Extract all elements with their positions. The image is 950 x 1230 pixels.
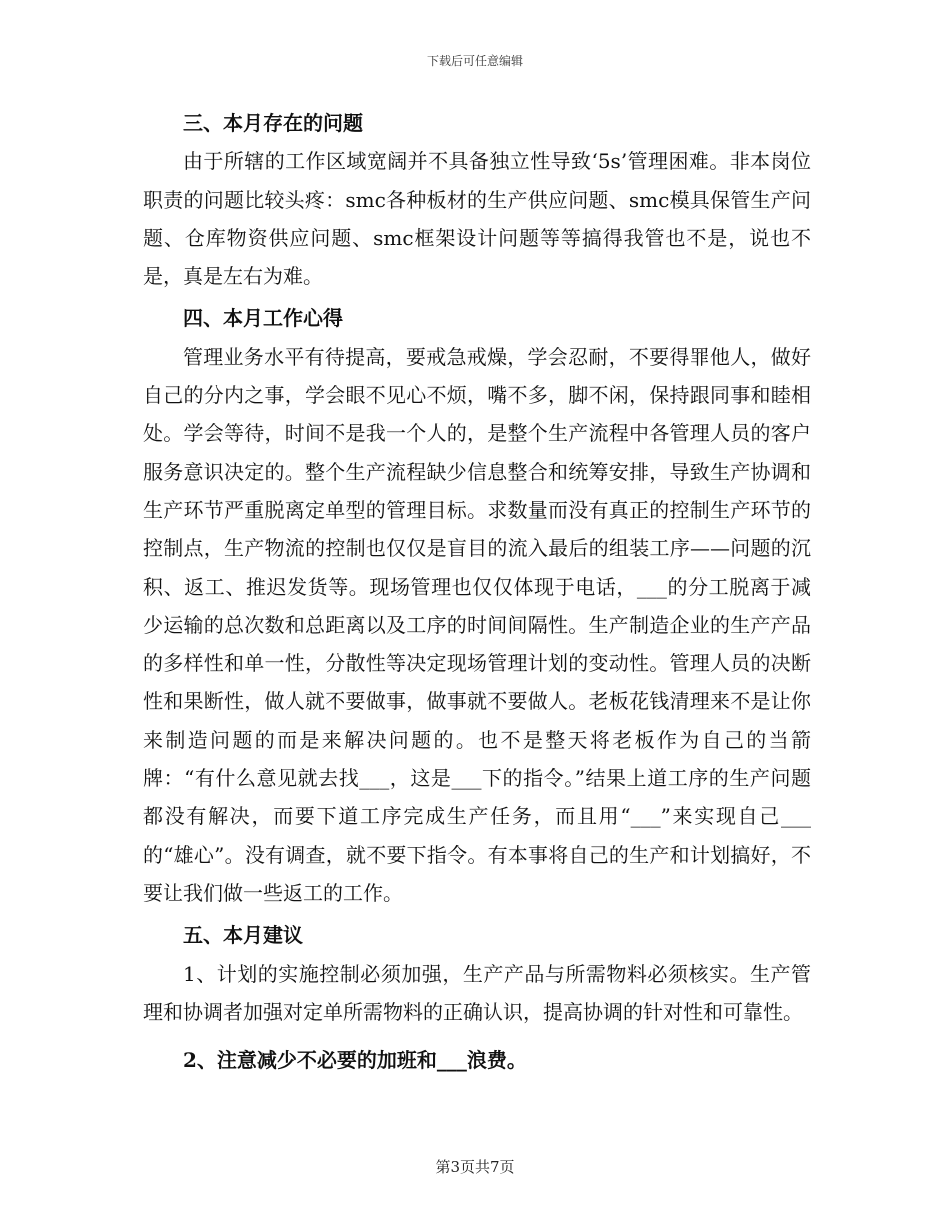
document-body xyxy=(143,104,811,1079)
section-heading: 三、本月存在的问题 xyxy=(183,111,363,135)
body-paragraph: 1、计划的实施控制必须加强，生产产品与所需物料必须核实。生产管理和协调者加强对定单所需物料的正确认识，提高协调的针对性和可靠性。 xyxy=(143,961,811,1024)
section-heading: 四、本月工作心得 xyxy=(183,306,343,331)
body-paragraph: 管理业务水平有待提高，要戒急戒燥，学会忍耐，不要得罪他人，做好自己的分内之事，学会眼不见心不烦，嘴不多，脚不闲，保持跟同事和睦相处。学会等待，时间不是我一个人的，是整个生产流程中各管理人员的客户服务意识决定的。整个生产流程缺少信息整合和统筹安排，导致生产协调和生产环节严重脱离定单型的管理目标。求数量而没有真正的控制生产环节的控制点，生产物流的控制也仅仅是盲目的流入最后的组装工序——问题的沉积、返工、推迟发货等。现场管理也仅仅体现于电话，___的分工脱离于减少运输的总次数和总距离以及工序的时间间隔性。生产制造企业的生产产品的多样性和单一性，分散性等决定现场管理计划的变动性。管理人员的决断性和果断性，做人就不要做事，做事就不要做人。老板花钱清理来不是让你来制造问题的而是来解决问题的。也不是整天将老板作为自己的当箭牌：“有什么意见就去找___，这是___下的指令。”结果上道工序的生产问题都没有解决，而要下道工序完成生产任务，而且用“___”来实现自己___的“雄心”。没有调查，就不要下指令。有本事将自己的生产和计划搞好，不要让我们做一些返工的工作。 xyxy=(143,344,811,905)
body-paragraph: 由于所辖的工作区域宽阔并不具备独立性导致‘5s’管理困难。非本岗位职责的问题比较头疼：smc各种板材的生产供应问题、smc模具保管生产问题、仓库物资供应问题、smc框架设计问题等等搞得我管也不是，说也不是，真是左右为难。 xyxy=(143,149,811,289)
page-header: 下载后可任意编辑 xyxy=(426,54,523,68)
page-number: 第3页共7页 xyxy=(435,1158,515,1176)
bold-list-item: 2、注意减少不必要的加班和___浪费。 xyxy=(183,1048,527,1073)
section-heading: 五、本月建议 xyxy=(183,923,303,948)
